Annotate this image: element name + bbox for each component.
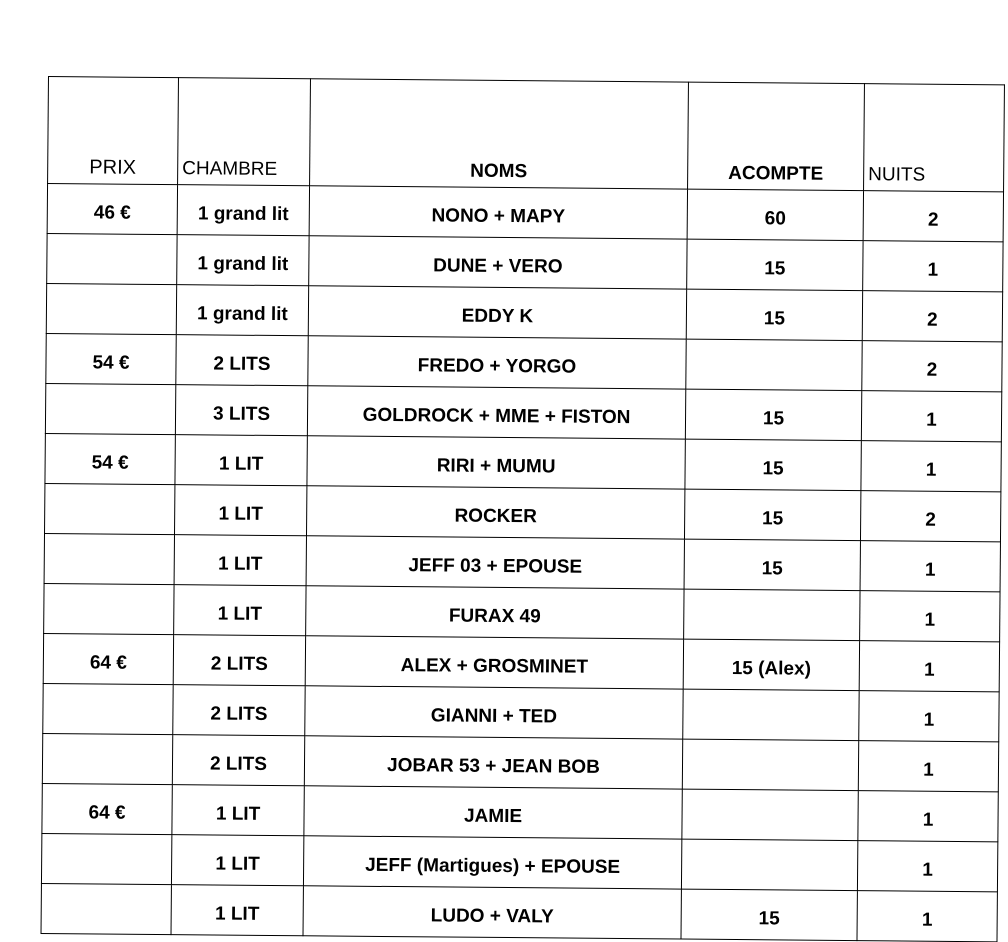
cell-chambre: 2 LITS [172,735,304,786]
cell-nuits: 1 [857,891,997,942]
cell-acompte: 15 [681,889,857,941]
cell-noms: EDDY K [308,286,686,339]
table-row [45,433,1001,491]
cell-prix [42,733,172,784]
table-body [41,184,1004,942]
table-row [44,583,1000,641]
cell-chambre: 1 LIT [175,435,307,486]
table-row [47,184,1003,242]
reservation-sheet [41,76,1004,942]
cell-acompte [684,589,860,641]
cell-nuits: 1 [858,741,998,792]
cell-nuits: 1 [861,391,1001,442]
reservation-table [41,76,1005,942]
cell-acompte: 15 [686,289,862,341]
cell-prix: 64 € [42,783,172,834]
table-row [46,283,1002,341]
cell-prix [44,583,174,634]
cell-prix: 54 € [45,433,175,484]
cell-prix [45,383,175,434]
cell-prix [41,883,171,934]
cell-chambre: 1 grand lit [177,185,309,236]
cell-nuits: 2 [860,491,1000,542]
table-row [41,883,997,941]
cell-chambre: 1 LIT [174,585,306,636]
table-row [42,733,998,791]
cell-nuits: 2 [862,341,1002,392]
cell-chambre: 1 LIT [175,485,307,536]
cell-prix: 54 € [46,333,176,384]
table-row [43,683,999,741]
table-row [43,633,999,691]
cell-acompte: 15 [685,389,861,441]
cell-acompte [682,739,858,791]
cell-prix [45,483,175,534]
cell-noms: JAMIE [304,786,682,839]
cell-prix [46,283,176,334]
table-row [47,233,1003,291]
table-row [41,833,997,891]
cell-noms: RIRI + MUMU [307,436,685,489]
cell-noms: JEFF 03 + EPOUSE [306,536,684,589]
cell-noms: GIANNI + TED [305,686,683,739]
cell-chambre: 1 LIT [171,885,303,936]
cell-noms: DUNE + VERO [309,236,687,289]
cell-prix [44,533,174,584]
cell-nuits: 1 [859,641,999,692]
header-acompte: ACOMPTE [688,82,865,191]
table-row [45,383,1001,441]
cell-acompte [683,689,859,741]
cell-noms: JOBAR 53 + JEAN BOB [304,736,682,789]
table-row [44,533,1000,591]
cell-noms: GOLDROCK + MME + FISTON [307,386,685,439]
cell-acompte: 15 [687,239,863,291]
cell-noms: JEFF (Martigues) + EPOUSE [303,836,681,889]
header-nuits: NUITS [864,84,1005,192]
cell-nuits: 1 [860,591,1000,642]
cell-chambre: 1 grand lit [177,235,309,286]
table-row [46,333,1002,391]
cell-nuits: 1 [863,241,1003,292]
cell-chambre: 2 LITS [176,335,308,386]
header-prix: PRIX [48,77,179,185]
cell-noms: ROCKER [306,486,684,539]
cell-chambre: 1 LIT [171,835,303,886]
cell-prix [41,833,171,884]
cell-noms: LUDO + VALY [303,886,681,939]
cell-nuits: 2 [863,191,1003,242]
cell-acompte [681,839,857,891]
cell-acompte: 15 [684,489,860,541]
cell-chambre: 2 LITS [173,685,305,736]
cell-prix [47,233,177,284]
cell-prix: 64 € [43,633,173,684]
cell-nuits: 1 [858,791,998,842]
cell-nuits: 1 [861,441,1001,492]
cell-prix: 46 € [47,184,177,235]
cell-nuits: 1 [859,691,999,742]
cell-noms: NONO + MAPY [309,186,687,239]
table-row [45,483,1001,541]
cell-nuits: 1 [860,541,1000,592]
cell-noms: FREDO + YORGO [308,336,686,389]
cell-chambre: 1 LIT [172,785,304,836]
header-chambre: CHAMBRE [178,78,311,186]
cell-acompte [682,789,858,841]
cell-prix [43,683,173,734]
cell-chambre: 1 grand lit [176,285,308,336]
cell-chambre: 2 LITS [173,635,305,686]
cell-acompte: 15 [685,439,861,491]
header-noms: NOMS [310,79,689,189]
cell-acompte: 15 (Alex) [683,639,859,691]
cell-acompte: 15 [684,539,860,591]
cell-chambre: 1 LIT [174,535,306,586]
cell-acompte: 60 [687,189,863,241]
cell-chambre: 3 LITS [175,385,307,436]
cell-acompte [686,339,862,391]
table-row [42,783,998,841]
cell-noms: FURAX 49 [306,586,684,639]
cell-noms: ALEX + GROSMINET [305,636,683,689]
header-row [48,77,1005,192]
cell-nuits: 2 [862,291,1002,342]
cell-nuits: 1 [857,841,997,892]
